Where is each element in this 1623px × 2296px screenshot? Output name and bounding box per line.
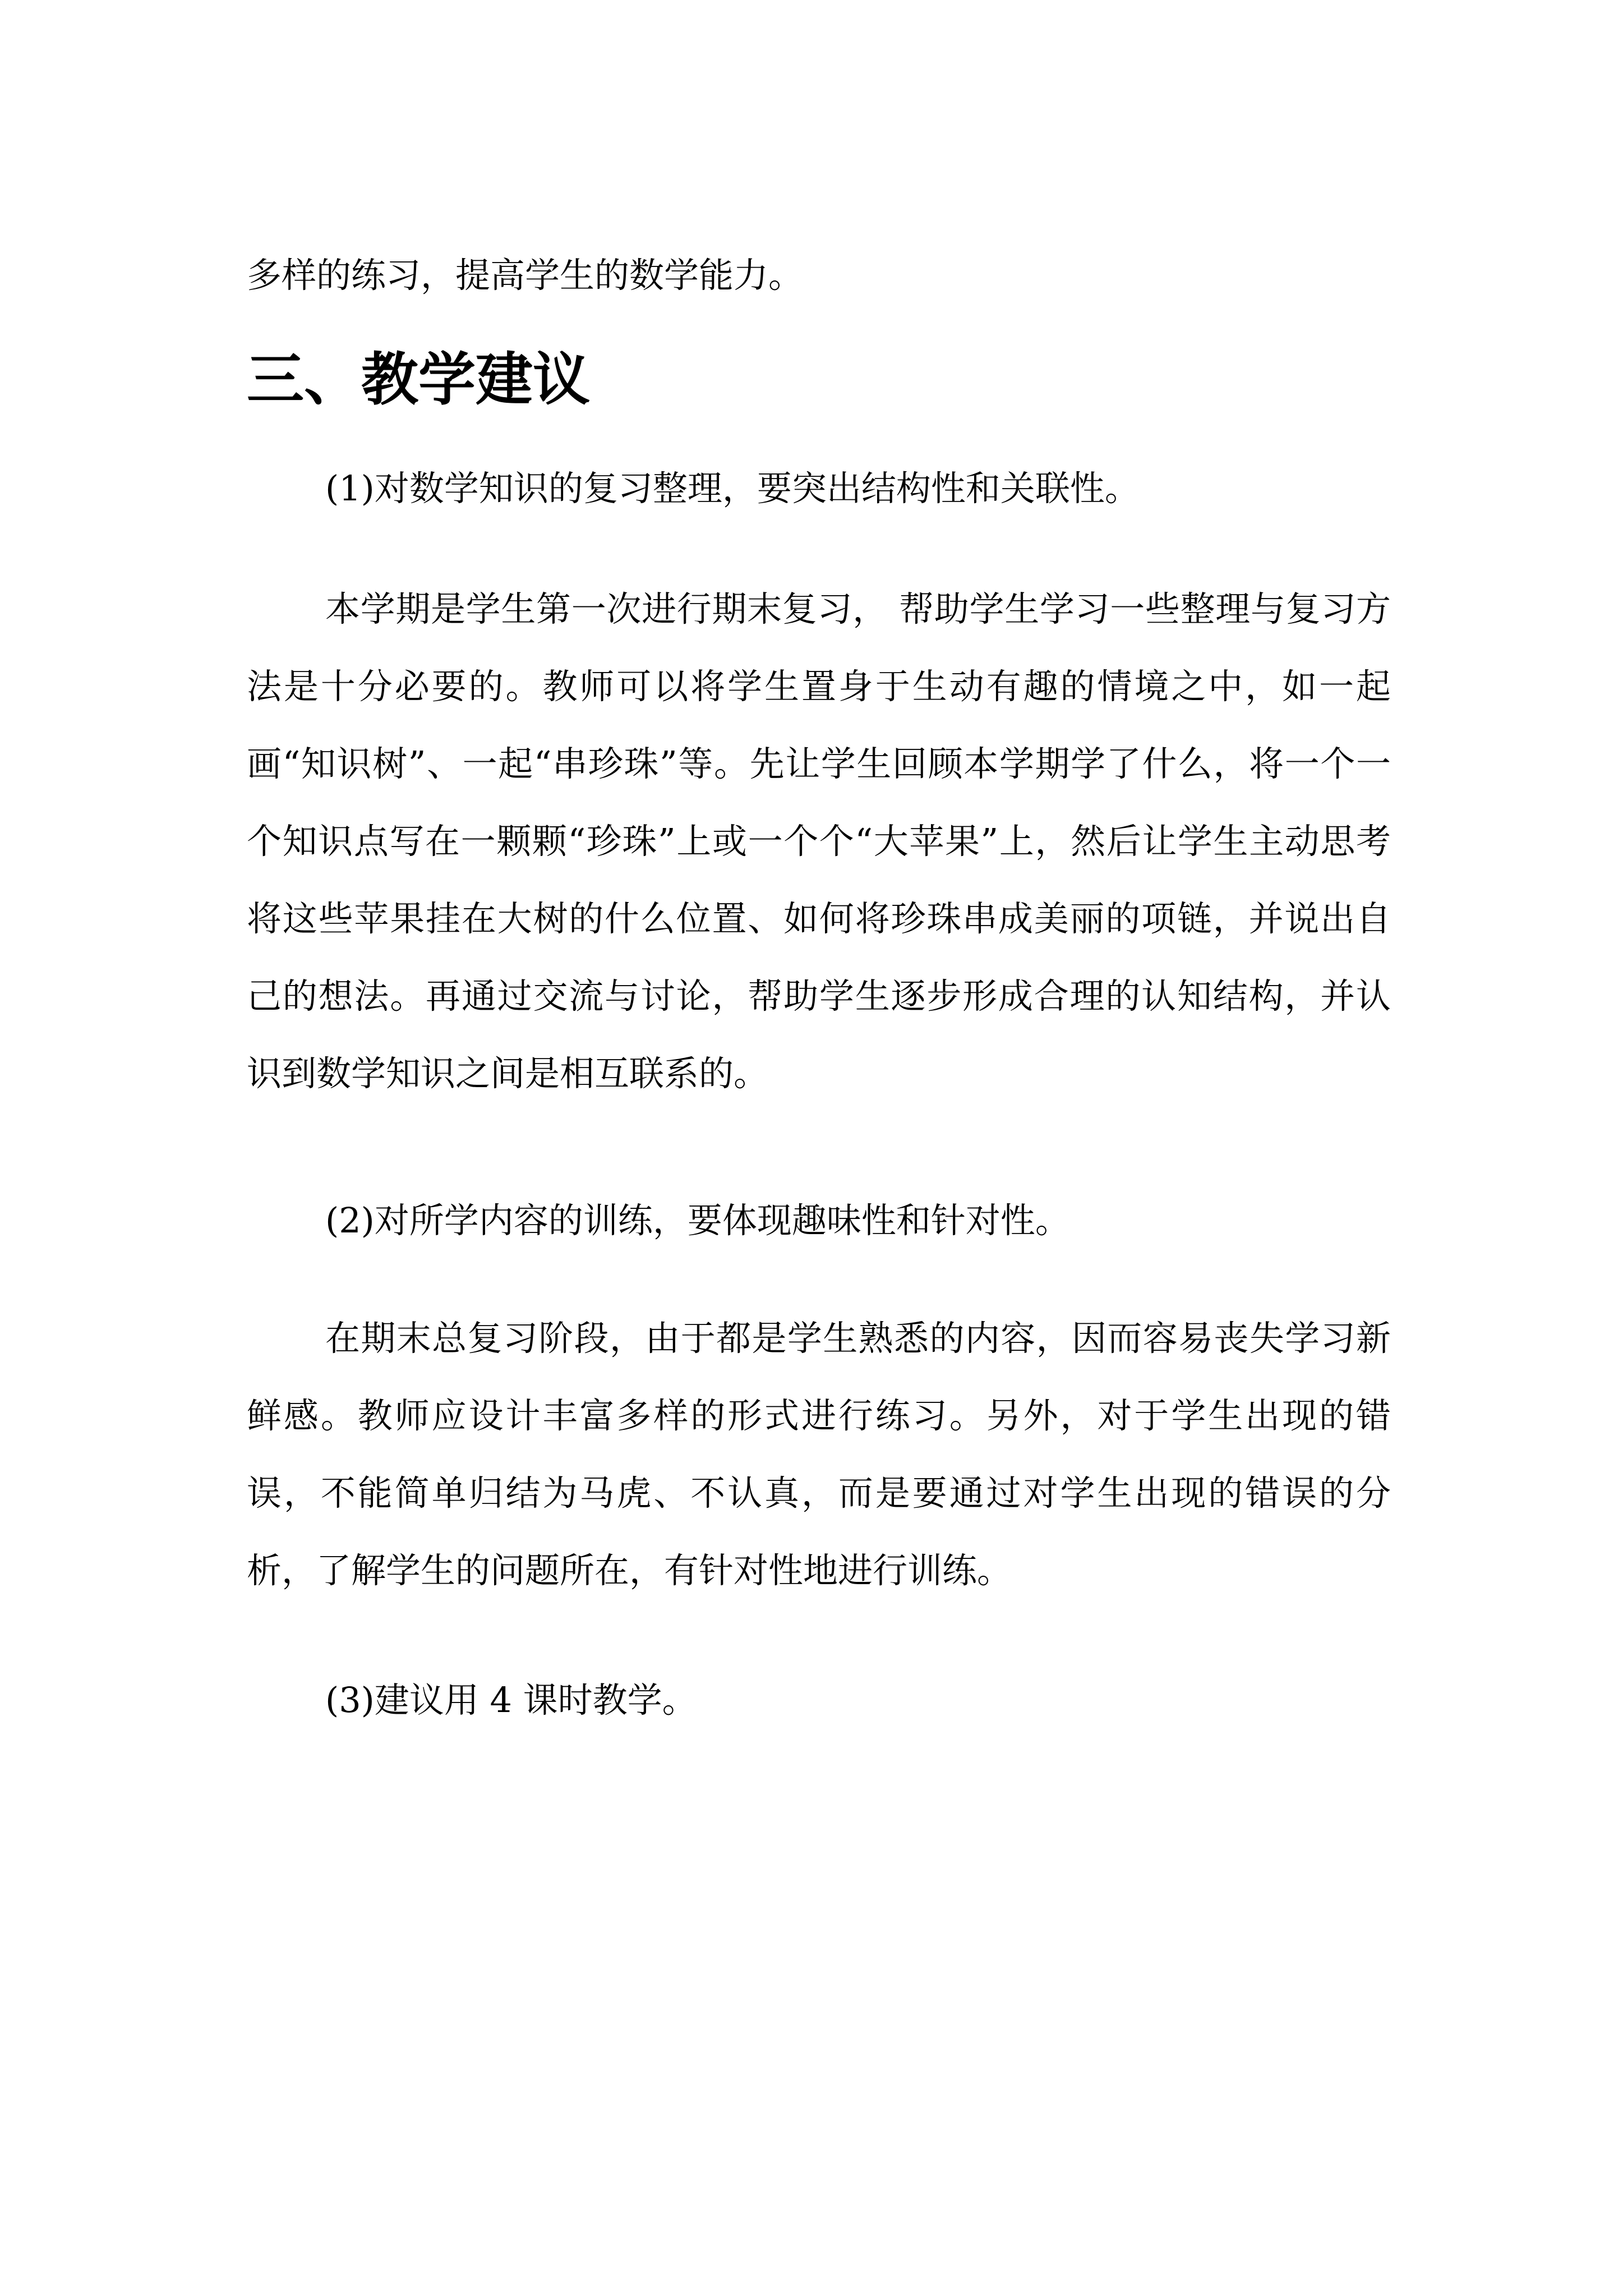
suggestion-item-1-body: 本学期是学生第一次进行期末复习， 帮助学生学习一些整理与复习方法是十分必要的。教师可以将学生置身于生动有趣的情境之中，如一起画“知识树”、一起“串珍珠”等。先让学生回顾本学期学了什么，将一个一个知识点写在一颗颗“珍珠”上或一个个“大苹果”上，然后让学生主动思考将这些苹果挂在大树的什么位置、如何将珍珠串成美丽的项链，并说出自己的想法。再通过交流与讨论，帮助学生逐步形成合理的认知结构，并认识到数学知识之间是相互联系的。	[247, 588, 1391, 1094]
suggestion-item-2-heading: (2)对所学内容的训练，要体现趣味性和针对性。	[325, 1200, 1070, 1241]
continued-paragraph: 多样的练习，提高学生的数学能力。	[247, 255, 804, 296]
section-heading: 三、教学建议	[247, 347, 590, 414]
suggestion-item-3: (3)建议用 4 课时教学。	[325, 1680, 697, 1720]
suggestion-item-2-body: 在期末总复习阶段，由于都是学生熟悉的内容，因而容易丧失学习新鲜感。教师应设计丰富多样的形式进行练习。另外，对于学生出现的错误，不能简单归结为马虎、不认真，而是要通过对学生出现的错误的分析，了解学生的问题所在，有针对性地进行训练。	[247, 1318, 1391, 1591]
suggestion-item-1-heading: (1)对数学知识的复习整理，要突出结构性和关联性。	[325, 468, 1140, 509]
